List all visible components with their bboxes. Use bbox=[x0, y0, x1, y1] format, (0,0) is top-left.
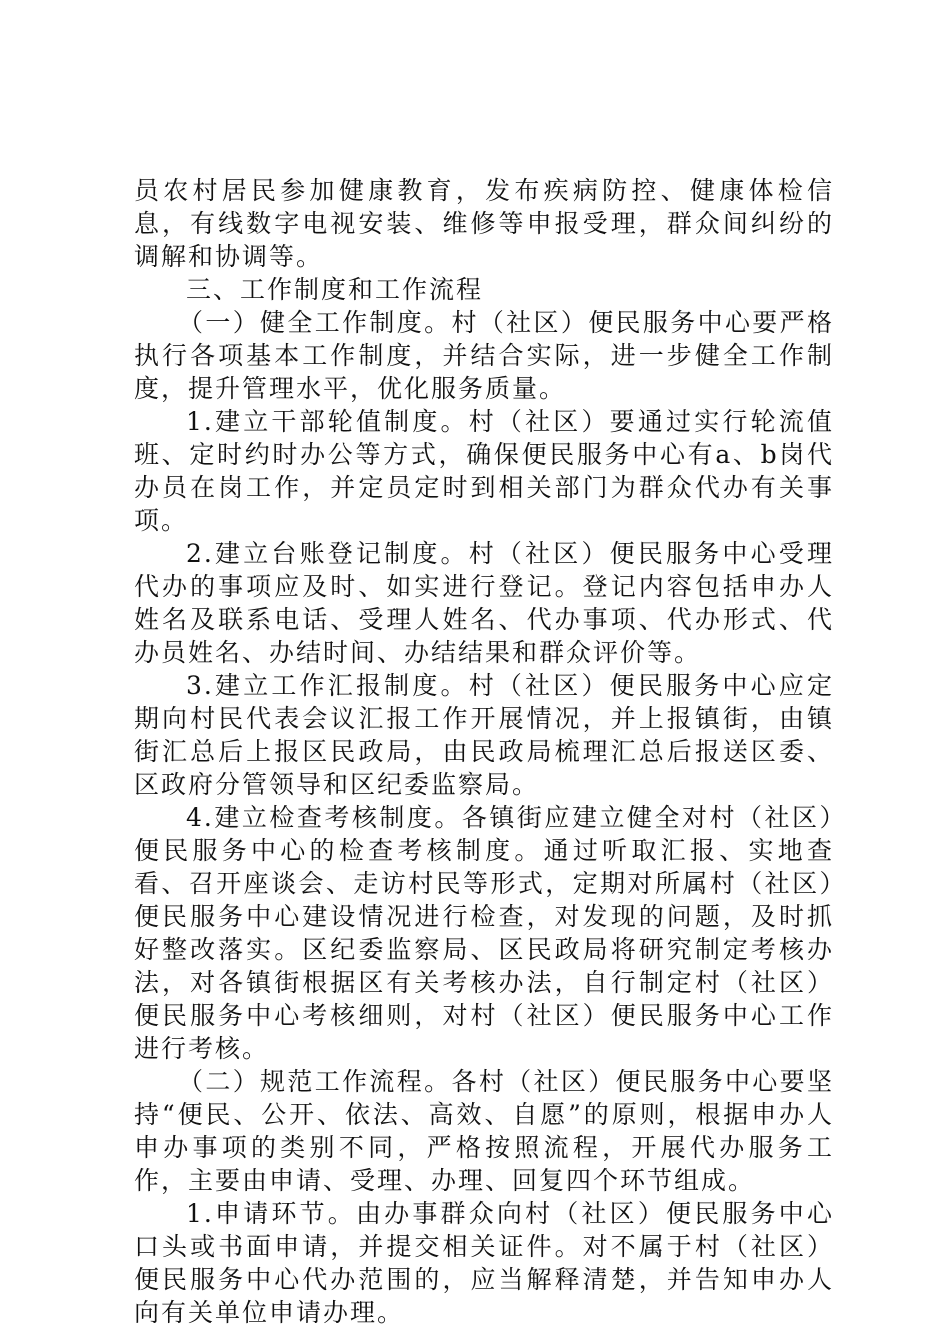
paragraph-item-4: 4.建立检查考核制度。各镇街应建立健全对村（社区）便民服务中心的检查考核制度。通过听取汇报、实地查看、召开座谈会、走访村民等形式，定期对所属村（社区）便民服务中心建设情况进行检查，对发现的问题，及时抓好整改落实。区纪委监察局、区民政局将研究制定考核办法，对各镇街根据区有关考核办法，自行制定村（社区）便民服务中心考核细则，对村（社区）便民服务中心工作进行考核。 bbox=[134, 803, 834, 1063]
paragraph-subsection-two: （二）规范工作流程。各村（社区）便民服务中心要坚持“便民、公开、依法、高效、自愿”的原则，根据申办人申办事项的类别不同，严格按照流程，开展代办服务工作，主要由申请、受理、办理、回复四个环节组成。 bbox=[134, 1067, 834, 1195]
document-body bbox=[134, 174, 834, 1329]
section-heading: 三、工作制度和工作流程 bbox=[186, 275, 484, 304]
paragraph-item-1: 1.建立干部轮值制度。村（社区）要通过实行轮流值班、定时约时办公等方式，确保便民服务中心有a、b岗代办员在岗工作，并定员定时到相关部门为群众代办有关事项。 bbox=[134, 407, 834, 535]
paragraph-continuation: 员农村居民参加健康教育，发布疾病防控、健康体检信息，有线数字电视安装、维修等申报受理，群众间纠纷的调解和协调等。 bbox=[134, 176, 834, 271]
paragraph-step-1: 1.申请环节。由办事群众向村（社区）便民服务中心口头或书面申请，并提交相关证件。对不属于村（社区）便民服务中心代办范围的，应当解释清楚，并告知申办人向有关单位申请办理。 bbox=[134, 1199, 834, 1327]
paragraph-subsection-one: （一）健全工作制度。村（社区）便民服务中心要严格执行各项基本工作制度，并结合实际，进一步健全工作制度，提升管理水平，优化服务质量。 bbox=[134, 308, 834, 403]
paragraph-item-2: 2.建立台账登记制度。村（社区）便民服务中心受理代办的事项应及时、如实进行登记。登记内容包括申办人姓名及联系电话、受理人姓名、代办事项、代办形式、代办员姓名、办结时间、办结结果和群众评价等。 bbox=[134, 539, 834, 667]
paragraph-item-3: 3.建立工作汇报制度。村（社区）便民服务中心应定期向村民代表会议汇报工作开展情况，并上报镇街，由镇街汇总后上报区民政局，由民政局梳理汇总后报送区委、区政府分管领导和区纪委监察局。 bbox=[134, 671, 834, 799]
